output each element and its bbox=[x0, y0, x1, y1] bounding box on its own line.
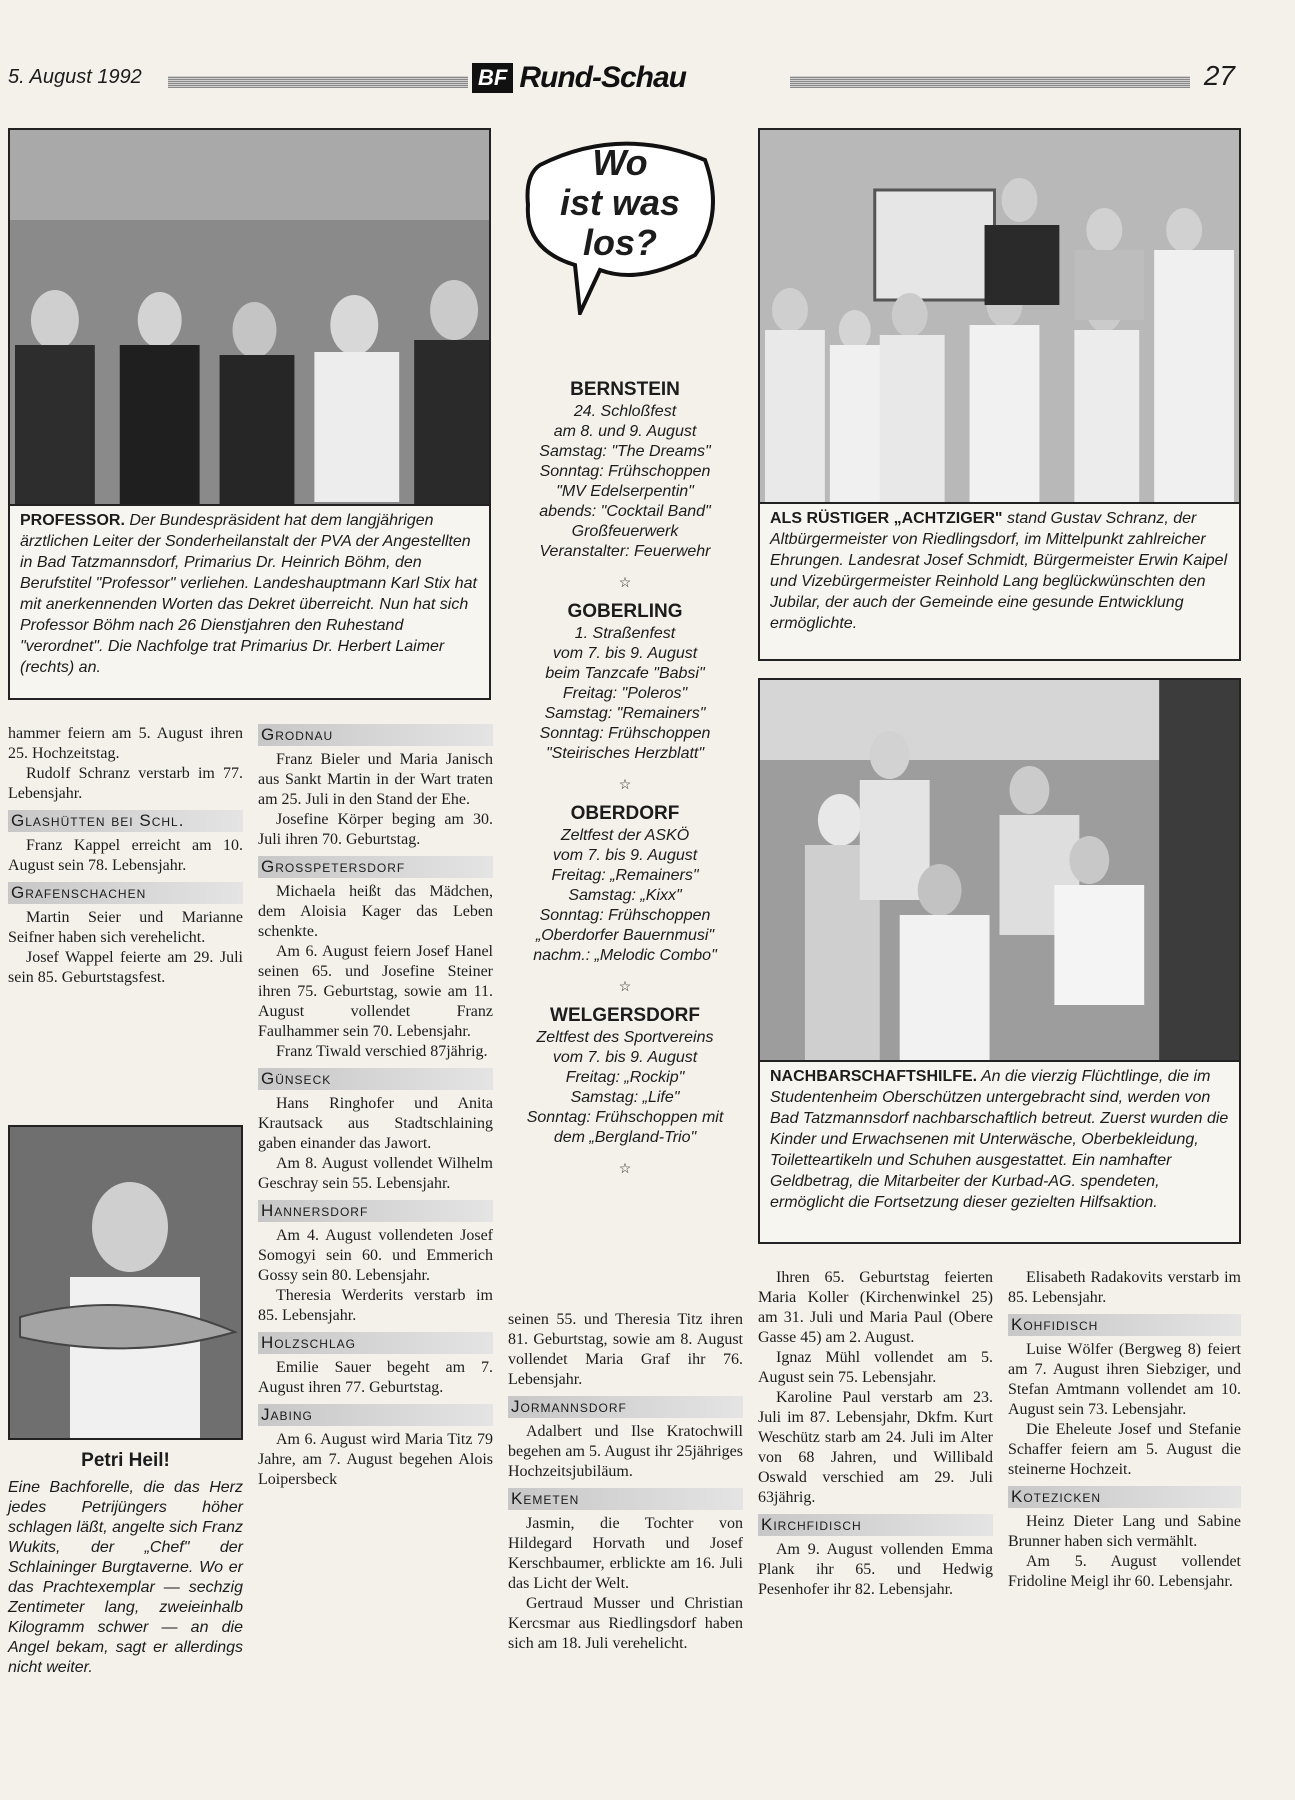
event-line: Großfeuerwerk bbox=[571, 523, 679, 540]
news-paragraph: Josefine Körper beging am 30. Juli ihren 70. Geburtstag. bbox=[258, 811, 493, 848]
star-separator: ☆ bbox=[618, 1160, 632, 1176]
event-line: dem „Bergland-Trio" bbox=[553, 1129, 697, 1146]
place-heading: Jabing bbox=[258, 1404, 493, 1426]
achtziger-caption bbox=[760, 504, 1239, 638]
news-paragraph: Am 6. August feiern Josef Hanel seinen 65. und Josefine Steiner ihren 75. Geburtstag, sowie am 11. August vollendet Franz Faulhammer sein 70. Lebensjahr. bbox=[258, 943, 493, 1040]
rundschau-logo-text: Rund-Schau bbox=[519, 61, 686, 94]
professor-caption bbox=[10, 506, 489, 682]
petri-text: Eine Bachforelle, die das Herz jedes Petrijüngers höher schlagen läßt, angelte sich Franz Wukits, der „Chef" der Schlaininger Burgtaverne. Wo er das Prachtexemplar — sechzig Zentimeter lang, zweieinhalb Kilogramm schwer — an die Angel bekam, sagt er allerdings nicht weiter. bbox=[8, 1479, 243, 1676]
event-line: nachm.: „Melodic Combo" bbox=[533, 947, 717, 964]
event-title-bernstein: BERNSTEIN bbox=[570, 379, 680, 400]
place-heading: Kirchfidisch bbox=[758, 1514, 993, 1536]
caption-head: PROFESSOR. bbox=[20, 512, 125, 529]
event-line: Samstag: "The Dreams" bbox=[539, 443, 711, 460]
place-heading: Grodnau bbox=[258, 724, 493, 746]
news-paragraph: Martin Seier und Marianne Seifner haben sich verehelicht. bbox=[8, 909, 243, 946]
news-paragraph: Emilie Sauer begeht am 7. August ihren 77. Geburtstag. bbox=[258, 1359, 493, 1396]
nachbarschaftshilfe-photo-box bbox=[758, 678, 1241, 1244]
event-line: beim Tanzcafe "Babsi" bbox=[545, 665, 705, 682]
caption-body: An die vierzig Flüchtlinge, die im Studentenheim Oberschützen untergebracht sind, werden von Bad Tatzmannsdorf nachbarschaftlich betreut. Zuerst wurden die Kinder und Erwachsenen mit Unterwäsche, Oberbekleidung, Toiletteartikeln und Schuhen ausgestattet. Ein namhafter Geldbetrag, die Mitarbeiter der Kurbad-AG. spendeten, ermöglicht die Fortsetzung dieser gezielten Hilfsaktion. bbox=[770, 1068, 1229, 1211]
news-paragraph: Adalbert und Ilse Kratochwill begehen am 5. August ihr 25jähriges Hochzeitsjubiläum. bbox=[508, 1423, 743, 1480]
column-5 bbox=[1008, 1268, 1241, 1592]
news-paragraph: Am 8. August vollendet Wilhelm Geschray sein 55. Lebensjahr. bbox=[258, 1155, 493, 1192]
achtziger-photo-box bbox=[758, 128, 1241, 661]
professor-photo bbox=[10, 130, 489, 506]
bubble-text bbox=[520, 143, 720, 263]
column-3 bbox=[508, 1310, 743, 1654]
event-line: „Oberdorfer Bauernmusi" bbox=[535, 927, 715, 944]
event-line: Freitag: „Rockip" bbox=[565, 1069, 685, 1086]
news-paragraph: Karoline Paul verstarb am 23. Juli im 87. Lebensjahr, Dkfm. Kurt Weschütz starb am 24. Juli im Alter von 68 Jahren, und Willibald Oswald verschied am 29. Juli 63jährig. bbox=[758, 1389, 993, 1506]
news-paragraph: Am 5. August vollendet Fridoline Meigl ihr 60. Lebensjahr. bbox=[1008, 1553, 1241, 1590]
news-paragraph: Gertraud Musser und Christian Kercsmar aus Riedlingsdorf haben sich am 18. Juli verehelicht. bbox=[508, 1595, 743, 1652]
event-title-oberdorf: OBERDORF bbox=[570, 803, 680, 824]
news-paragraph: Heinz Dieter Lang und Sabine Brunner haben sich vermählt. bbox=[1008, 1513, 1241, 1550]
news-paragraph: Am 6. August wird Maria Titz 79 Jahre, am 7. August begehen Alois Loipersbeck bbox=[258, 1431, 493, 1488]
news-paragraph: Jasmin, die Tochter von Hildegard Horvath und Josef Kerschbaumer, erblickte am 16. Juli das Licht der Welt. bbox=[508, 1515, 743, 1592]
caption-body: stand Gustav Schranz, der Altbürgermeister von Riedlingsdorf, im Mittelpunkt zahlreicher Ehrungen. Landesrat Josef Schmidt, Bürgermeister Erwin Kaipel und Vizebürgermeister Reinhold Lang beglückwünschten den Jubilar, der auch der Gemeinde eine gesunde Entwicklung ermöglichte. bbox=[770, 510, 1228, 632]
news-paragraph: Rudolf Schranz verstarb im 77. Lebensjahr. bbox=[8, 765, 243, 802]
event-title-welgersdorf: WELGERSDORF bbox=[550, 1005, 700, 1026]
events-column bbox=[500, 370, 750, 1188]
event-line: Samstag: „Life" bbox=[570, 1089, 680, 1106]
place-heading: Glashütten bei Schl. bbox=[8, 810, 243, 832]
news-paragraph: seinen 55. und Theresia Titz ihren 81. Geburtstag, sowie am 8. August vollendet Maria Graf ihr 76. Lebensjahr. bbox=[508, 1311, 743, 1388]
event-line: "MV Edelserpentin" bbox=[556, 483, 694, 500]
star-separator: ☆ bbox=[618, 574, 632, 590]
header-rule-right bbox=[790, 76, 1190, 88]
event-line: Sonntag: Frühschoppen mit bbox=[526, 1109, 724, 1126]
group-photo-placeholder bbox=[10, 130, 489, 504]
bubble-line-1: Wo bbox=[592, 142, 648, 183]
column-2 bbox=[258, 724, 493, 1490]
event-line: Sonntag: Frühschoppen bbox=[539, 725, 711, 742]
professor-photo-box bbox=[8, 128, 491, 700]
page-number: 27 bbox=[1203, 60, 1235, 91]
place-heading: Günseck bbox=[258, 1068, 493, 1090]
event-title-goberling: GOBERLING bbox=[567, 601, 683, 622]
place-heading: Holzschlag bbox=[258, 1332, 493, 1354]
event-line: Freitag: „Remainers" bbox=[551, 867, 699, 884]
event-line: Sonntag: Frühschoppen bbox=[539, 463, 711, 480]
petri-title: Petri Heil! bbox=[81, 1450, 170, 1471]
event-line: vom 7. bis 9. August bbox=[552, 847, 698, 864]
place-heading: Kotezicken bbox=[1008, 1486, 1241, 1508]
event-line: Sonntag: Frühschoppen bbox=[539, 907, 711, 924]
news-paragraph: Die Eheleute Josef und Stefanie Schaffer feiern am 5. August die steinerne Hochzeit. bbox=[1008, 1421, 1241, 1478]
group-photo-placeholder bbox=[760, 680, 1239, 1060]
masthead-logo bbox=[472, 58, 782, 98]
news-paragraph: Am 9. August vollenden Emma Plank ihr 65. und Hedwig Pesenhofer ihr 82. Lebensjahr. bbox=[758, 1541, 993, 1598]
event-line: abends: "Cocktail Band" bbox=[539, 503, 711, 520]
speech-bubble bbox=[520, 135, 720, 315]
event-line: Samstag: „Kixx" bbox=[568, 887, 682, 904]
place-heading: Kemeten bbox=[508, 1488, 743, 1510]
news-paragraph: Theresia Werderits verstarb im 85. Lebensjahr. bbox=[258, 1287, 493, 1324]
event-line: Zeltfest des Sportvereins bbox=[536, 1029, 714, 1046]
news-paragraph: Franz Bieler und Maria Janisch aus Sankt Martin in der Wart traten am 25. Juli in den Stand der Ehe. bbox=[258, 751, 493, 808]
header-rule-left bbox=[168, 76, 468, 88]
place-heading: Jormannsdorf bbox=[508, 1396, 743, 1418]
caption-head: ALS RÜSTIGER „ACHTZIGER" bbox=[770, 510, 1003, 527]
news-paragraph: Ihren 65. Geburtstag feierten Maria Koller (Kirchenwinkel 25) am 31. Juli und Maria Paul (Obere Gasse 45) am 2. August. bbox=[758, 1269, 993, 1346]
star-separator: ☆ bbox=[618, 978, 632, 994]
news-paragraph: Josef Wappel feierte am 29. Juli sein 85. Geburtstagsfest. bbox=[8, 949, 243, 986]
fisherman-photo-placeholder bbox=[10, 1127, 241, 1438]
event-line: "Steirisches Herzblatt" bbox=[545, 745, 705, 762]
column-4 bbox=[758, 1268, 993, 1600]
event-line: am 8. und 9. August bbox=[553, 423, 697, 440]
petri-photo bbox=[8, 1125, 243, 1440]
event-line: Samstag: "Remainers" bbox=[544, 705, 706, 722]
event-line: Freitag: "Poleros" bbox=[562, 685, 688, 702]
event-line: vom 7. bis 9. August bbox=[552, 645, 698, 662]
place-heading: Kohfidisch bbox=[1008, 1314, 1241, 1336]
caption-head: NACHBARSCHAFTSHILFE. bbox=[770, 1068, 978, 1085]
news-paragraph: Elisabeth Radakovits verstarb im 85. Lebensjahr. bbox=[1008, 1269, 1241, 1306]
achtziger-photo bbox=[760, 130, 1239, 504]
place-heading: Grosspetersdorf bbox=[258, 856, 493, 878]
event-line: Zeltfest der ASKÖ bbox=[560, 827, 690, 844]
news-paragraph: Michaela heißt das Mädchen, dem Aloisia Kager das Leben schenkte. bbox=[258, 883, 493, 940]
issue-date: 5. August 1992 bbox=[8, 66, 142, 88]
news-paragraph: Franz Kappel erreicht am 10. August sein 78. Lebensjahr. bbox=[8, 837, 243, 874]
event-line: vom 7. bis 9. August bbox=[552, 1049, 698, 1066]
nachbarschaftshilfe-caption bbox=[760, 1062, 1239, 1217]
bf-logo-box: BF bbox=[472, 63, 513, 93]
caption-body: Der Bundespräsident hat dem langjährigen ärztlichen Leiter der Sonderheilanstalt der PVA der Angestellten in Bad Tatzmannsdorf, Primarius Dr. Heinrich Böhm, den Berufstitel "Professor" verliehen. Landeshauptmann Karl Stix hat mit anerkennenden Worten das Dekret überreicht. Nun hat sich Professor Böhm nach 26 Dienstjahren den Ruhestand "verordnet". Die Nachfolge trat Primarius Dr. Herbert Laimer (rechts) an. bbox=[20, 512, 477, 676]
column-1 bbox=[8, 724, 243, 988]
news-paragraph: Ignaz Mühl vollendet am 5. August sein 75. Lebensjahr. bbox=[758, 1349, 993, 1386]
news-paragraph: Hans Ringhofer und Anita Krautsack aus Stadtschlaining gaben einander das Jawort. bbox=[258, 1095, 493, 1152]
news-paragraph: Luise Wölfer (Bergweg 8) feiert am 7. August ihren Siebziger, und Stefan Amtmann vollendet am 10. August sein 73. Lebensjahr. bbox=[1008, 1341, 1241, 1418]
bubble-line-2: ist was bbox=[559, 182, 681, 223]
group-photo-placeholder bbox=[760, 130, 1239, 502]
event-line: Veranstalter: Feuerwehr bbox=[539, 543, 711, 560]
star-separator: ☆ bbox=[618, 776, 632, 792]
place-heading: Grafenschachen bbox=[8, 882, 243, 904]
nachbarschaftshilfe-photo bbox=[760, 680, 1239, 1062]
event-line: 24. Schloßfest bbox=[573, 403, 677, 420]
news-paragraph: hammer feiern am 5. August ihren 25. Hochzeitstag. bbox=[8, 725, 243, 762]
bubble-line-3: los? bbox=[582, 222, 657, 263]
event-line: 1. Straßenfest bbox=[574, 625, 676, 642]
news-paragraph: Franz Tiwald verschied 87jährig. bbox=[276, 1043, 488, 1060]
news-paragraph: Am 4. August vollendeten Josef Somogyi sein 60. und Emmerich Gossy sein 80. Lebensjahr. bbox=[258, 1227, 493, 1284]
place-heading: Hannersdorf bbox=[258, 1200, 493, 1222]
